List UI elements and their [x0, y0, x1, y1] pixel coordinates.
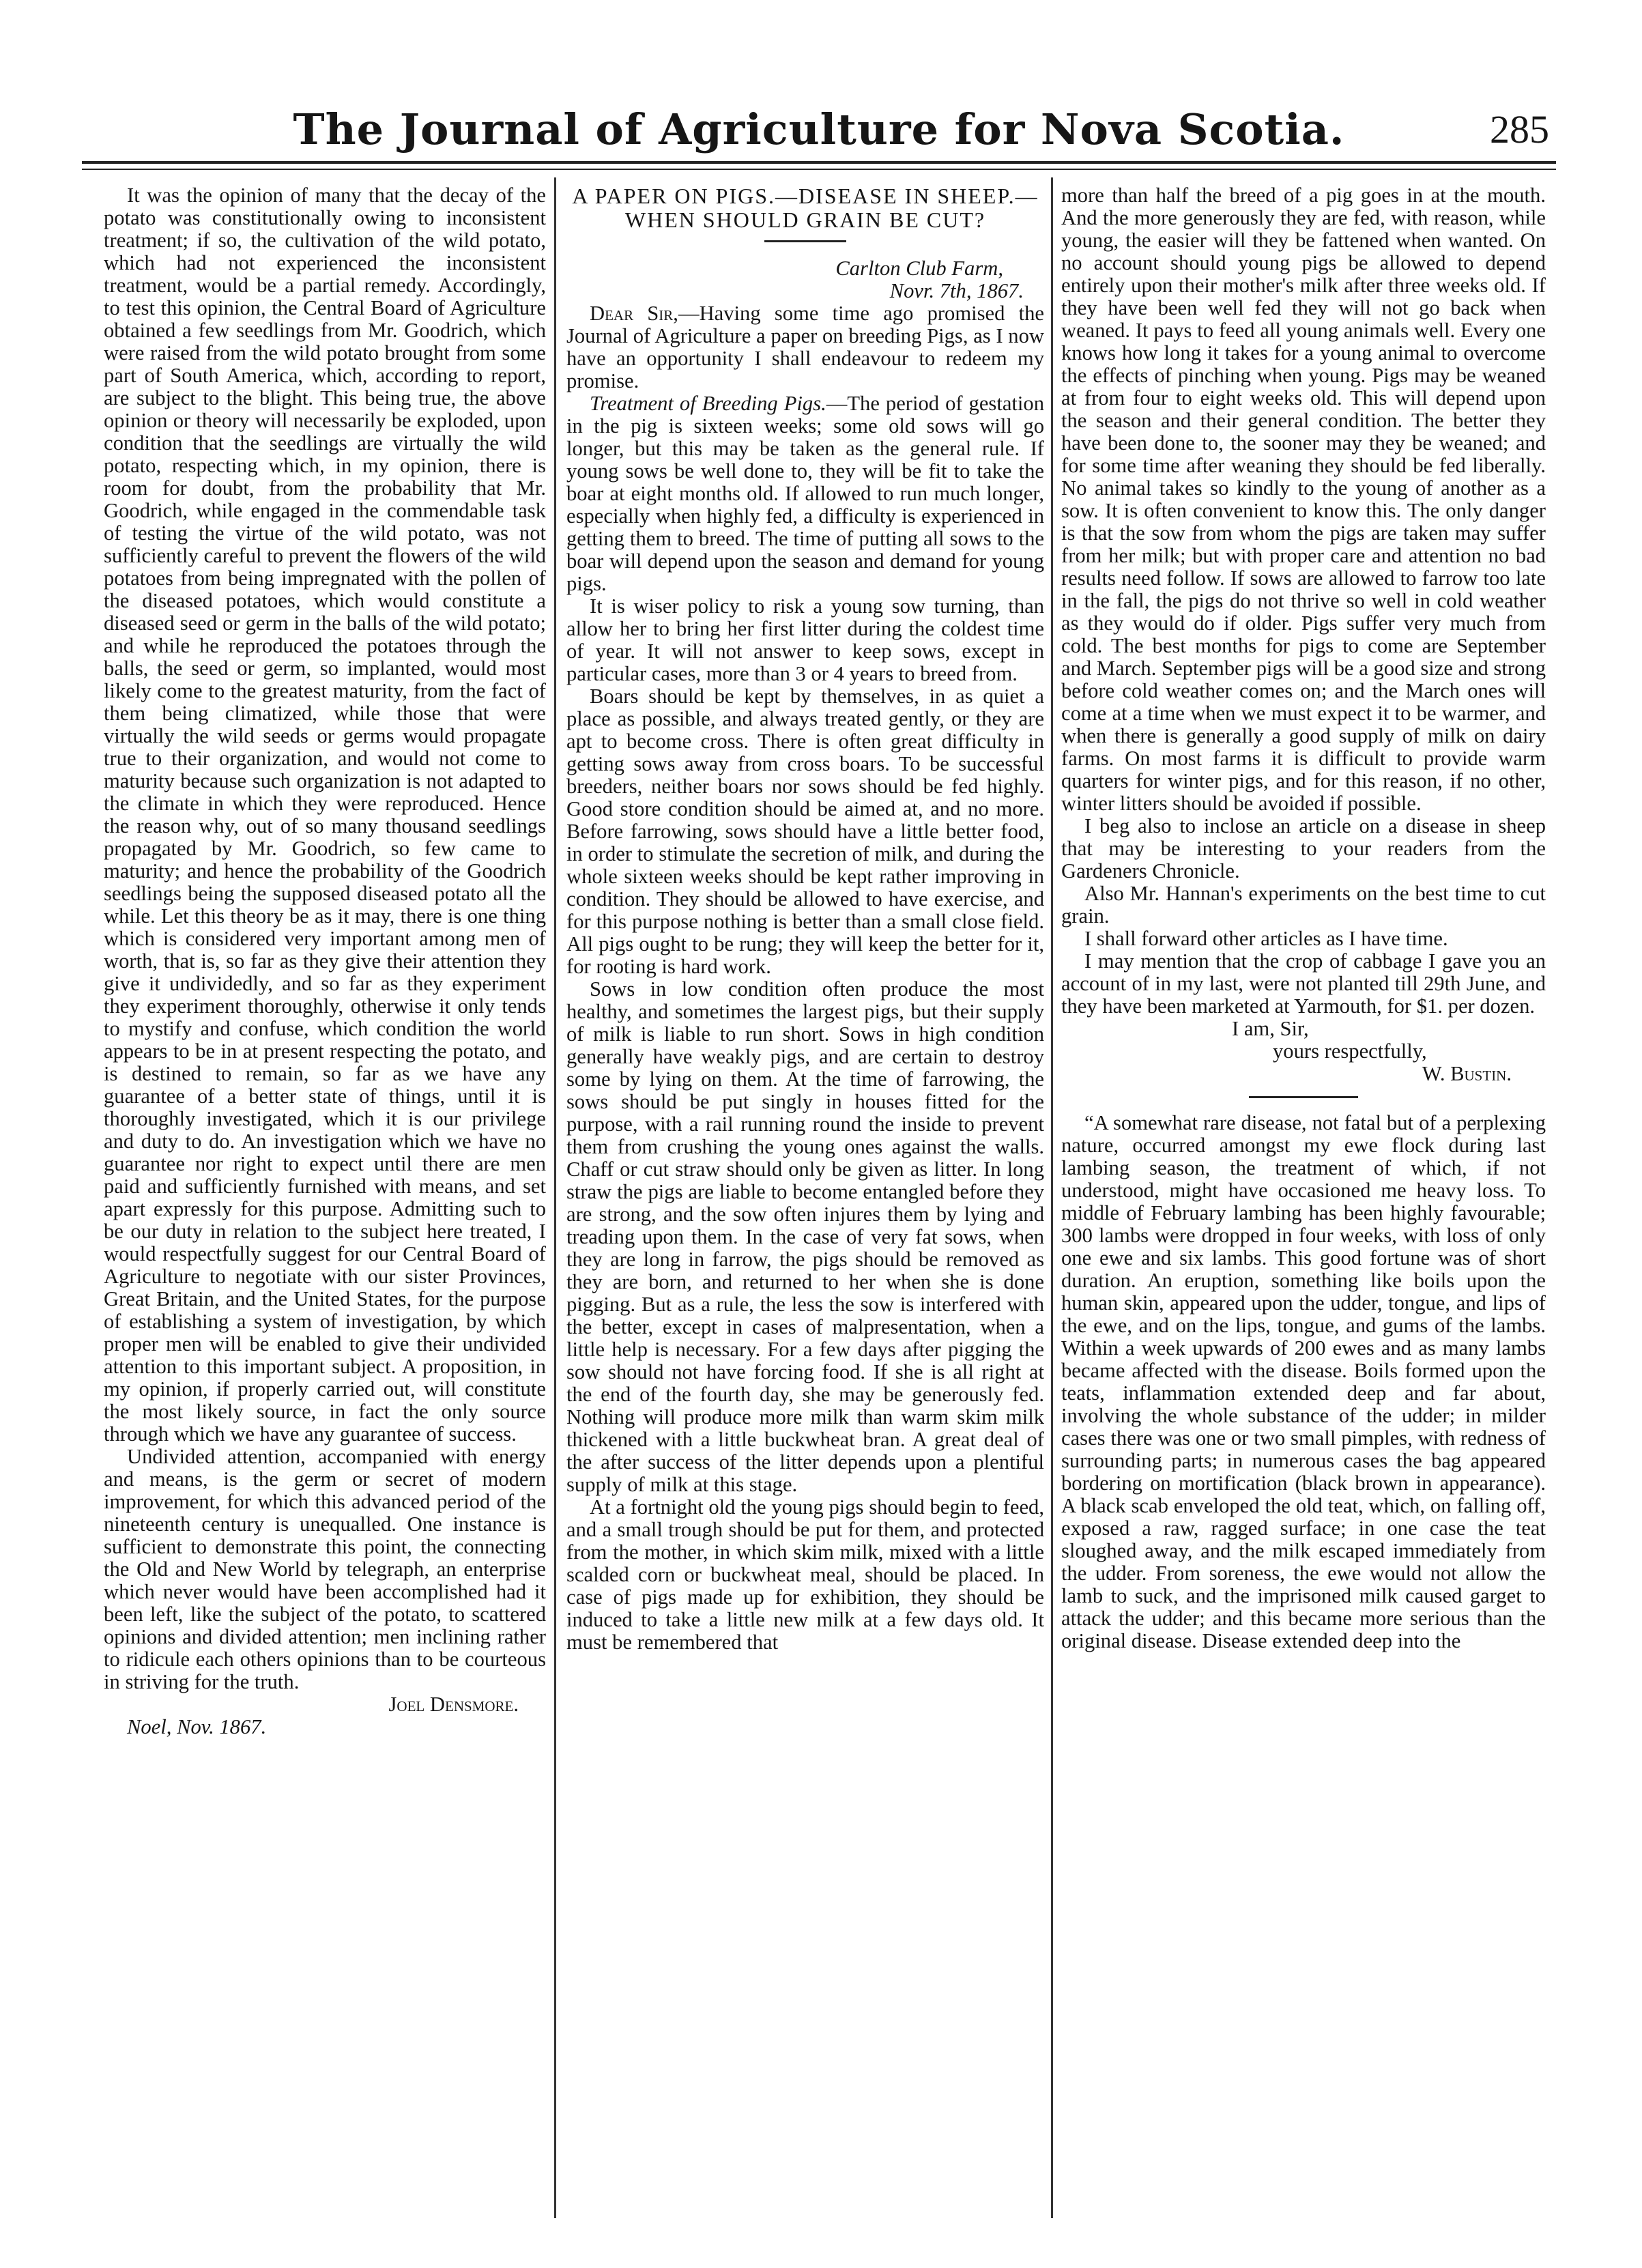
article-title: A PAPER ON PIGS.—DISEASE IN SHEEP.—WHEN SHOULD GRAIN BE CUT?	[572, 184, 1039, 232]
author-signature: Joel Densmore.	[388, 1693, 519, 1716]
header-rule-top	[82, 161, 1556, 164]
section-paragraph	[566, 392, 1044, 595]
page-number: 285	[1490, 107, 1549, 152]
letter-intro	[566, 302, 1044, 392]
closing-line: I am, Sir,	[1232, 1017, 1309, 1040]
quoted-paragraph: “A somewhat rare disease, not fatal but of a perplexing nature, occurred amongst my ewe flock during last lambing season, the treatment of which, if not understood, might have occasioned me heavy loss. To middle of February lambing has been highly favourable; 300 lambs were dropped in four weeks, with loss of only one ewe and six lambs. This good fortune was of short duration. An eruption, something like boils upon the human skin, appeared upon the udder, tongue, and lips of the ewe, and on the lips, tongue, and gums of the lambs. Within a week upwards of 200 ewes and as many lambs became affected with the disease. Boils formed upon the teats, inflammation extended deep and far about, involving the whole substance of the udder; in milder cases there was one or two small pimples, with redness of surrounding parts; in numerous cases the bag appeared bordering on mortification (black brown in appearance). A black scab enveloped the old teat, which, on falling off, exposed a raw, ragged surface; in one case the teat sloughed away, and the milk escaped immediately from the udder. From soreness, the ewe would not allow the lamb to suck, and the imprisoned milk caused garget to attack the udder; and this became more serious than the original disease. Disease extended deep into the	[1061, 1111, 1546, 1652]
paragraph: At a fortnight old the young pigs should begin to feed, and a small trough should be put for them, and protected from the mother, in which skim milk, mixed with a little scalded corn or buckwheat meal, should be placed. In case of pigs made up for exhibition, they should be induced to take a little new milk at a few days old. It must be remembered that	[566, 1495, 1044, 1654]
journal-title: The Journal of Agriculture for Nova Scotia.	[293, 104, 1345, 154]
header-rule-bottom	[82, 169, 1556, 170]
paragraph: It is wiser policy to risk a young sow turning, than allow her to bring her first litter during the coldest time of year. It will not answer to keep sows, except in particular cases, more than 3 or 4 years to breed from.	[566, 594, 1044, 685]
paragraph: Undivided attention, accompanied with energy and means, is the germ or secret of modern improvement, for which this advanced period of the nineteenth century is unequalled. One instance is sufficient to demonstrate this point, the connecting the Old and New World by telegraph, an enterprise which never would have been accomplished had it been left, like the subject of the potato, to scattered opinions and divided attention; men inclining rather to ridicule each others opinions than to be courteous in striving for the truth.	[104, 1445, 546, 1693]
intro-text: —Having some time ago promised the Journal of Agriculture a paper on breeding Pigs, as I now have an opportunity I shall endeavour to redeem my promise.	[566, 302, 1044, 392]
paragraph: It was the opinion of many that the decay of the potato was constitutionally owing to inconsistent treatment; if so, the cultivation of the wild potato, which had not experienced the inconsistent treatment, would be a partial remedy. Accordingly, to test this opinion, the Central Board of Agriculture obtained a few seedlings from Mr. Goodrich, which were raised from the wild potato brought from some part of South America, which, according to report, are subject to the blight. This being true, the above opinion or theory will necessarily be exploded, upon condition that the seedlings are virtually the wild potato, respecting which, in my opinion, there is room for doubt, from the probability that Mr. Goodrich, while engaged in the commendable task of testing the virtue of the wild potato, was not sufficiently careful to prevent the flowers of the wild potatoes from being impregnated with the pollen of the diseased potatoes, which would constitute a diseased seed or germ in the balls of the wild potato; and while he reproduced the potatoes through the balls, the seed or germ, so implanted, would most likely come to the greatest maturity, from the fact of them being climatized, while those that were virtually the wild seeds or germs would propagate true to their organization, and would not come to maturity because such organization is not adapted to the climate in which they were reproduced. Hence the reason why, out of so many thousand seedlings propagated by Mr. Goodrich, so few came to maturity; and hence the probability of the Goodrich seedlings being the supposed diseased potato all the while. Let this theory be as it may, there is one thing which is considered very important among men of worth, that is, so far as they give their attention they give it undividedly, and so far as they experiment they experiment thoroughly, otherwise it only tends to mystify and confuse, which condition the world appears to be in at present respecting the potato, and is destined to remain, so far as we have any guarantee of a better state of things, until it is thoroughly investigated, which it is our privilege and duty to do. An investigation which we have no guarantee nor right to expect until there are men paid and sufficiently furnished with means, and set apart expressly for this purpose. Admitting such to be our duty in relation to the subject here treated, I would respectfully suggest for our Central Board of Agriculture to negotiate with our sister Provinces, Great Britain, and the United States, for the purpose of establishing a system of investigation, by which proper men will be enabled to give their undivided attention to this important subject. A proposition, in my opinion, if properly carried out, will constitute the most likely source, in fact the only source through which we have any guarantee of success.	[104, 184, 546, 1446]
closing-signature: W. Bustin.	[1422, 1062, 1512, 1085]
paragraph: I may mention that the crop of cabbage I gave you an account of in my last, were not planted till 29th June, and they have been marketed at Yarmouth, for $1. per dozen.	[1061, 949, 1546, 1018]
dateline-date: Novr. 7th, 1867.	[889, 279, 1024, 302]
signature-place-date: Noel, Nov. 1867.	[127, 1715, 267, 1738]
paragraph: Sows in low condition often produce the most healthy, and sometimes the largest pigs, but their supply of milk is liable to run short. Sows in high condition generally have weakly pigs, and are certain to destroy some by lying on them. At the time of farrowing, the sows should be put singly in houses fitted for the purpose, with a rail running round the inside to prevent them from crushing the young ones against the walls. Chaff or cut straw should only be given as litter. In long straw the pigs are liable to become entangled before they are strong, and the sow often injures them by lying and treading upon them. In the case of very fat sows, when they are long in farrow, the pigs should be removed as they are born, and returned to her when she is done pigging. But as a rule, the less the sow is interfered with the better, except in cases of malpresentation, when a little help is necessary. For a few days after pigging the sow should not have forcing food. If she is all right at the end of the fourth day, she may be generously fed. Nothing will produce more milk than warm skim milk thickened with a little buckwheat bran. A great deal of the after success of the litter depends upon a plentiful supply of milk at this stage.	[566, 977, 1044, 1496]
title-rule	[764, 240, 846, 242]
paragraph: I shall forward other articles as I have time.	[1084, 927, 1448, 950]
column-1	[104, 184, 546, 2218]
paragraph: Also Mr. Hannan's experiments on the best time to cut grain.	[1061, 882, 1546, 928]
section-heading: Treatment of Breeding Pigs.	[590, 392, 826, 415]
closing-line: yours respectfully,	[1273, 1039, 1427, 1063]
paragraph: I beg also to inclose an article on a disease in sheep that may be interesting to your readers from the Gardeners Chronicle.	[1061, 814, 1546, 882]
column-2	[566, 184, 1044, 2218]
page-header	[82, 102, 1556, 157]
section-text: —The period of gestation in the pig is sixteen weeks; some old sows will go longer, but this may be taken as the general rule. If young sows be well done to, they will be fit to take the boar at eight months old. If allowed to run much longer, especially when highly fed, a difficulty is experienced in getting them to breed. The time of putting all sows to the boar will depend upon the season and demand for young pigs.	[566, 392, 1044, 595]
paragraph: more than half the breed of a pig goes in at the mouth. And the more generously they are fed, with reason, while young, the easier will they be fattened when wanted. On no account should young pigs be allowed to depend entirely upon their mother's milk after three weeks old. If they have been well fed they will not go back when weaned. It pays to feed all young animals well. Every one knows how long it takes for a young animal to overcome the effects of pinching when young. Pigs may be weaned at from four to eight weeks old. This will depend upon the season and their general condition. The better they have been done to, the sooner may they be weaned; and for some time after weaning they should be fed liberally. No animal takes so kindly to the young of another as a sow. It is often convenient to know this. The only danger is that the sow from whom the pigs are taken may suffer from her milk; but with proper care and attention no bad results need follow. If sows are allowed to farrow too late in the fall, the pigs do not thrive so well in cold weather as they would do if older. Pigs suffer very much from cold. The best months for pigs to come are September and March. September pigs will be a good size and strong before cold weather comes on; and the March ones will come at a time when we must expect it to be warmer, and when there is generally a good supply of milk on dairy farms. On most farms it is difficult to provide warm quarters for winter pigs, and for this reason, if no other, winter litters should be avoided if possible.	[1061, 184, 1546, 815]
column-3	[1061, 184, 1546, 2218]
section-rule	[1249, 1096, 1358, 1098]
column-divider-1	[554, 177, 556, 2218]
paragraph: Boars should be kept by themselves, in as quiet a place as possible, and always treated gently, or they are apt to become cross. There is often great difficulty in getting sows away from cross boars. To be successful breeders, neither boars nor sows should be fed highly. Good store condition should be aimed at, and no more. Before farrowing, sows should have a little better food, in order to stimulate the secretion of milk, and during the whole sixteen weeks should be kept rather improving in condition. They should be allowed to have exercise, and for this purpose nothing is better than a small close field. All pigs ought to be rung; they will keep the better for it, for rooting is hard work.	[566, 685, 1044, 978]
column-divider-2	[1051, 177, 1053, 2218]
salutation: Dear Sir,	[590, 302, 678, 325]
dateline-place: Carlton Club Farm,	[835, 257, 1003, 280]
